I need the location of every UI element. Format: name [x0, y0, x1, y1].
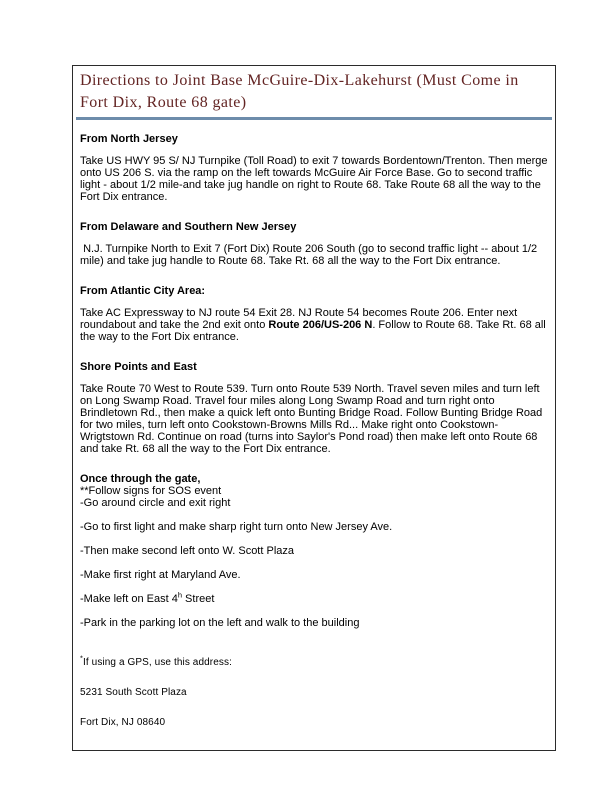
text-run: If using a GPS, use this address:: [83, 657, 232, 668]
title-line-2: Fort Dix, Route 68 gate): [80, 94, 247, 111]
section-heading: [80, 473, 548, 485]
direction-paragraph: [80, 155, 551, 203]
gps-address-line: [80, 717, 548, 729]
direction-line: [80, 569, 548, 581]
direction-line: [80, 617, 548, 629]
superscript-text: h: [177, 590, 182, 600]
direction-line: [80, 497, 548, 509]
document-body: [73, 120, 555, 753]
text-run: Take US HWY 95 S/ NJ Turnpike (Toll Road) to exit 7 towards Bordentown/Trenton. Then merge onto US 206 S. via the ramp on the left towards McGuire Air Force Base. Go to second traffic light - about 1/2 mile-and take jug handle on right to Route 68. Take Route 68 all the way to the Fort Dix entrance.: [80, 155, 551, 203]
title-line-1: Directions to Joint Base McGuire-Dix-Lakehurst (Must Come in: [80, 72, 519, 89]
text-run: -Go around circle and exit right: [80, 497, 231, 509]
document-title: [73, 66, 555, 116]
spacer: [80, 629, 548, 639]
direction-paragraph: [80, 307, 548, 343]
text-run: Take Route 70 West to Route 539. Turn onto Route 539 North. Travel seven miles and turn left on Long Swamp Road. Travel four miles along Long Swamp Road and turn right onto Brindletown Rd., then make a quick left onto Bunting Bridge Road. Follow Bunting Bridge Road for two miles, turn left onto Cookstown-Browns Mills Rd... Make right onto Cookstown-Wrigtstown Rd. Continue on road (turns into Saylor's Pond road) then make left onto Route 68 and take Rt. 68 all the way to the Fort Dix entrance.: [80, 383, 546, 455]
text-run: From Atlantic City Area:: [80, 285, 206, 297]
gps-address-line: [80, 653, 548, 669]
section-heading: [80, 361, 548, 373]
text-run: -Then make second left onto W. Scott Plaza: [80, 545, 294, 557]
text-run: N.J. Turnpike North to Exit 7 (Fort Dix) Route 206 South (go to second traffic light -- about 1/2 mile) and take jug handle to Route 68. Take Rt. 68 all the way to the Fort Dix entrance.: [80, 243, 541, 267]
section-heading: [80, 133, 548, 145]
direction-line: [80, 521, 548, 533]
text-run: From Delaware and Southern New Jersey: [80, 221, 297, 233]
section-heading: [80, 285, 548, 297]
text-run: -Go to first light and make sharp right turn onto New Jersey Ave.: [80, 521, 393, 533]
text-run: 5231 South Scott Plaza: [80, 687, 187, 698]
text-run: Shore Points and East: [80, 361, 197, 373]
gps-address-line: [80, 687, 548, 699]
text-run: . Follow to Route 68. Take Rt. 68 all the way to the Fort Dix entrance.: [80, 319, 549, 343]
text-run: **Follow signs for SOS event: [80, 485, 222, 497]
text-run: Fort Dix, NJ 08640: [80, 717, 166, 728]
superscript-text: *: [80, 653, 84, 663]
text-run: From North Jersey: [80, 133, 178, 145]
section-heading: [80, 221, 548, 233]
text-run: Street: [182, 593, 215, 605]
text-run: Take AC Expressway to NJ route 54 Exit 28. NJ Route 54 becomes Route 206. Enter next roundabout and take the 2nd exit onto: [80, 307, 521, 331]
direction-line: [80, 485, 548, 497]
text-run: -Make first right at Maryland Ave.: [80, 569, 241, 581]
direction-paragraph: [80, 243, 548, 267]
directions-document: [72, 65, 556, 751]
text-run: Once through the gate,: [80, 473, 201, 485]
direction-paragraph: [80, 383, 548, 455]
text-run: Route 206/US-206 N: [268, 319, 373, 331]
direction-line: [80, 590, 548, 605]
direction-line: [80, 545, 548, 557]
text-run: -Make left on East 4: [80, 593, 178, 605]
text-run: -Park in the parking lot on the left and walk to the building: [80, 617, 360, 629]
